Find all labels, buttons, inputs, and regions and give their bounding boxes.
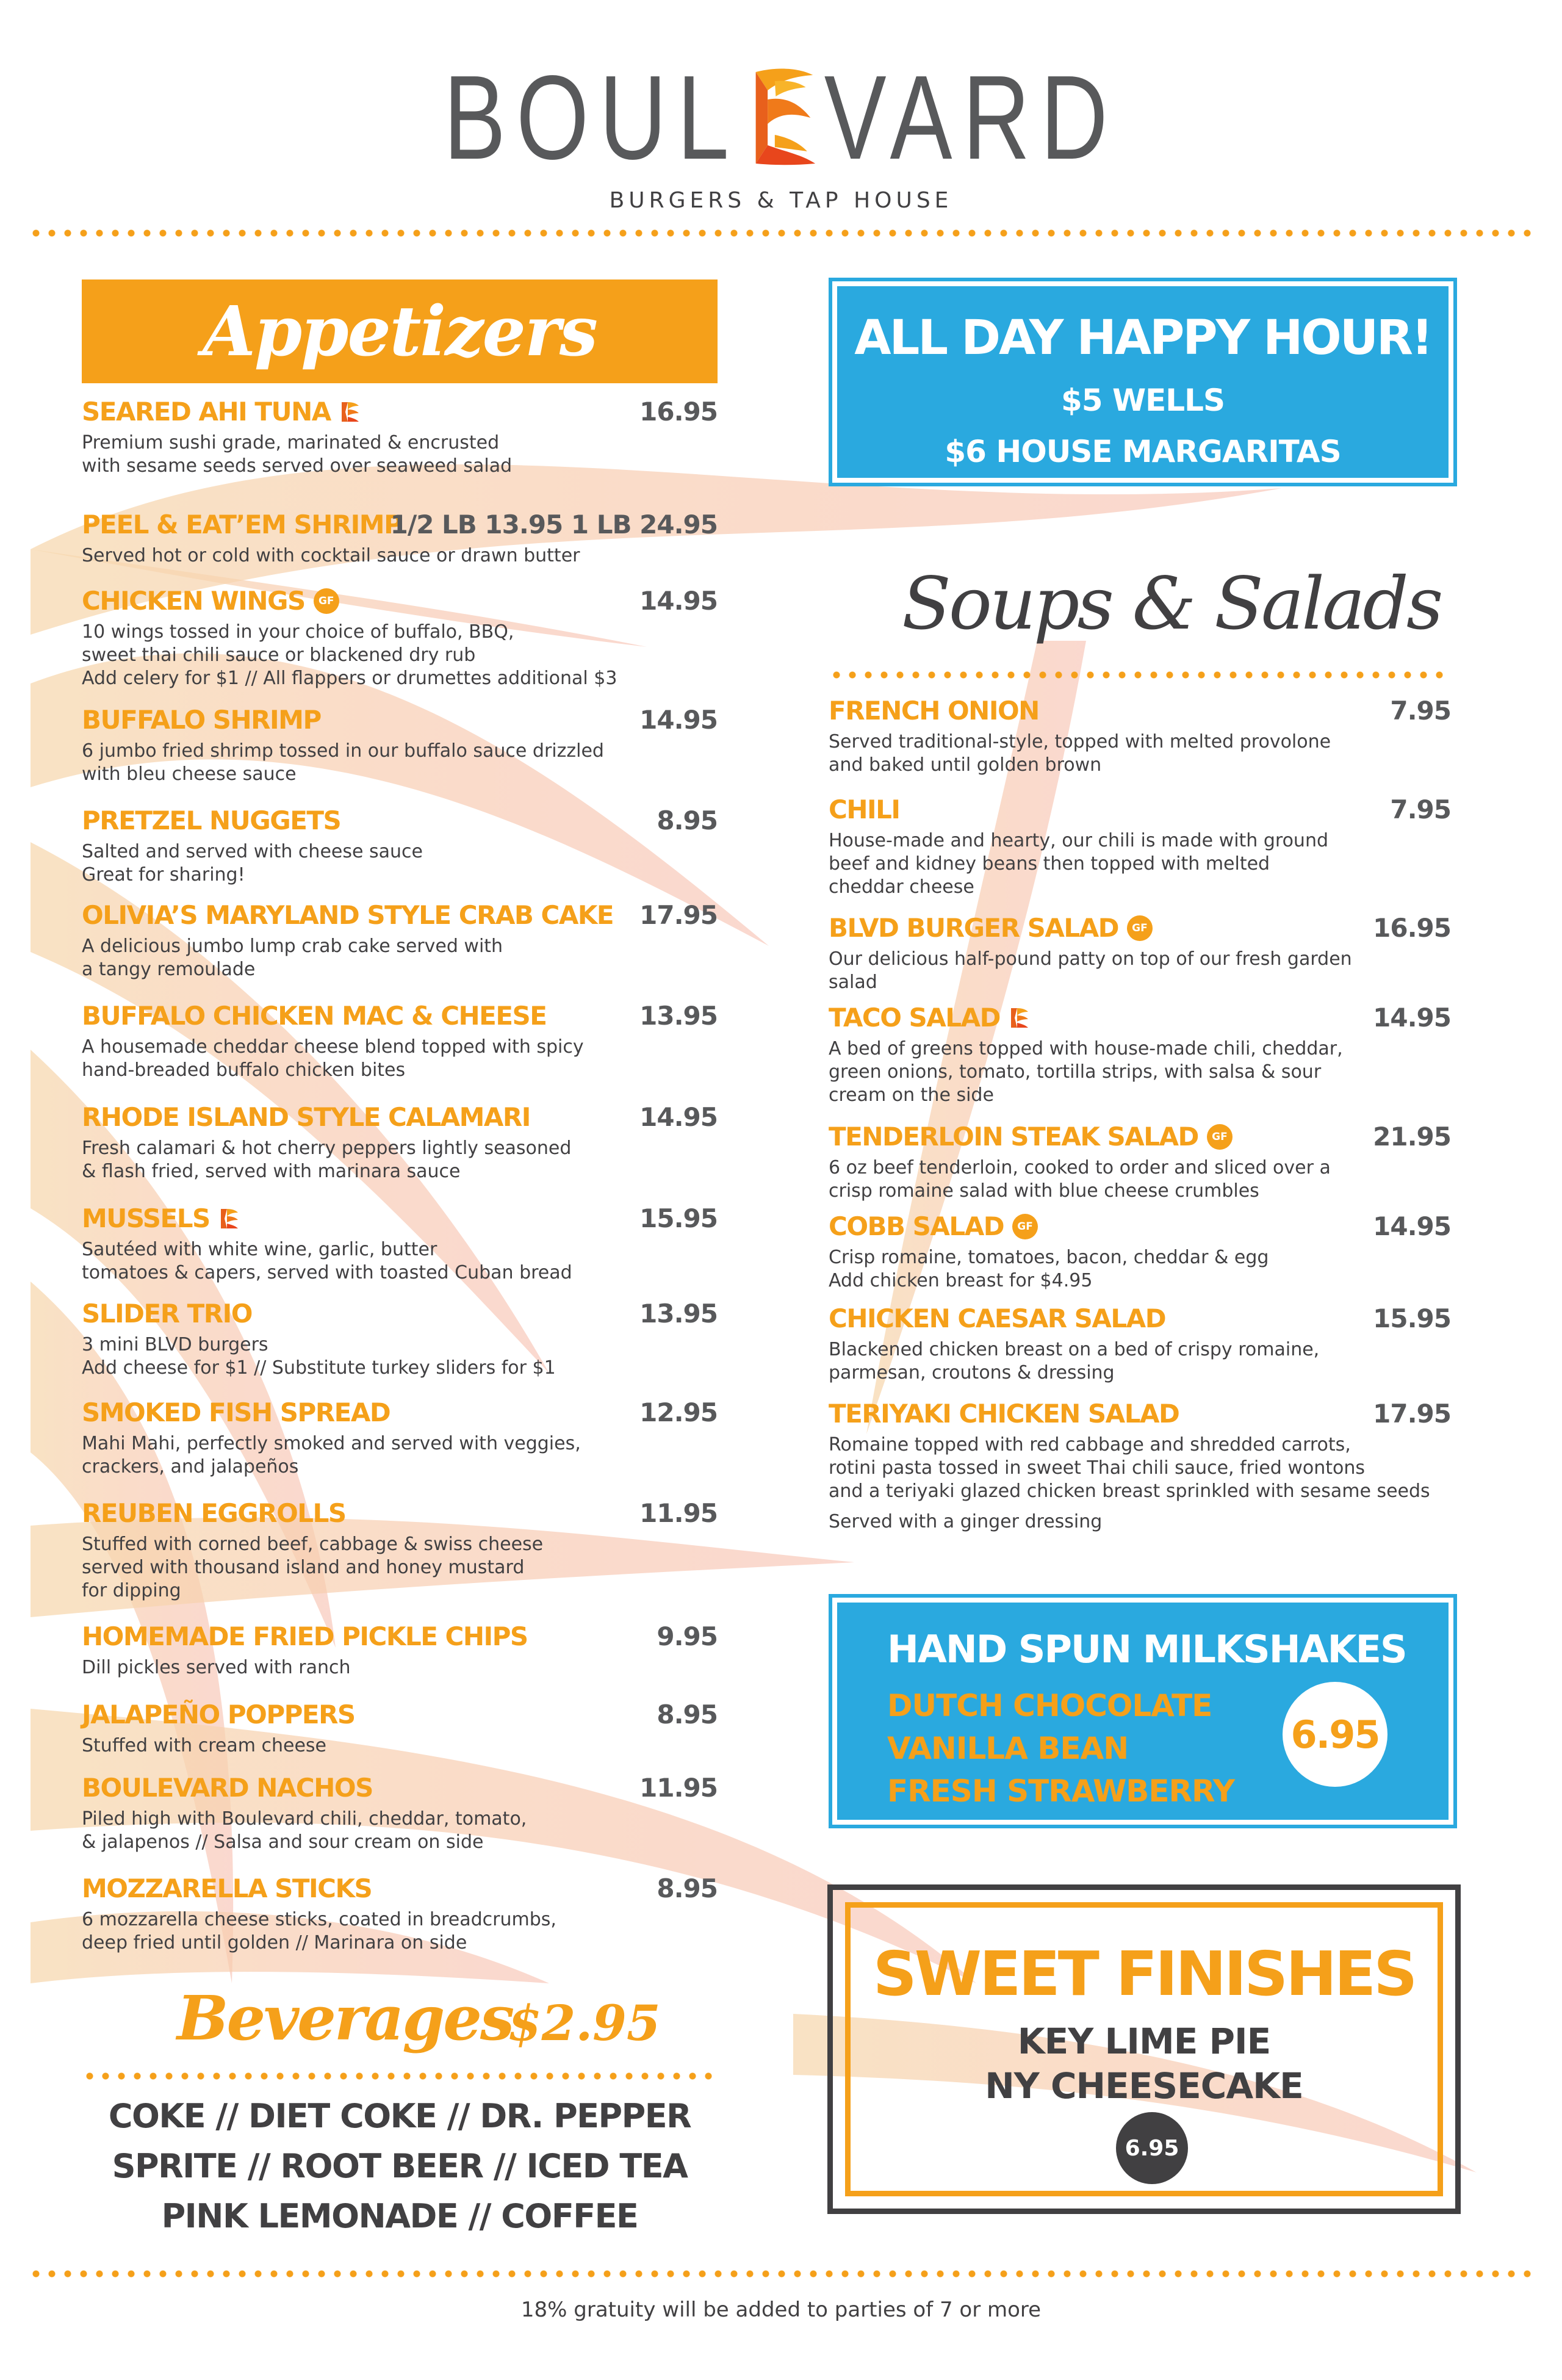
item-description: Blackened chicken breast on a bed of crispy romaine, [829,1339,1320,1360]
brand-logo [0,51,1562,184]
item-name-text: BUFFALO CHICKEN MAC & CHEESE [82,1001,547,1031]
dessert-price-badge: 6.95 [1116,2112,1188,2184]
item-name-text: CHICKEN CAESAR SALAD [829,1304,1166,1333]
salad-item [829,1211,1269,1293]
item-price: 14.95 [1373,1211,1451,1241]
item-description: Our delicious half-pound patty on top of our fresh garden [829,948,1352,970]
item-name-text: PRETZEL NUGGETS [82,806,341,835]
item-description: a tangy remoulade [82,959,256,980]
beverage-line: SPRITE // ROOT BEER // ICED TEA [112,2147,688,2185]
flame-icon [339,400,360,424]
happy-hour-margaritas: $6 HOUSE MARGARITAS [945,434,1341,469]
happy-hour-title: ALL DAY HAPPY HOUR! [854,311,1431,366]
item-name-text: BLVD BURGER SALAD [829,913,1118,943]
salad-item [829,1122,1331,1203]
item-price: 12.95 [639,1397,718,1427]
item-name-text: COBB SALAD [829,1211,1004,1241]
happy-hour-box [832,281,1453,483]
item-price: 16.95 [1373,913,1451,943]
happy-hour-wells: $5 WELLS [1060,383,1225,418]
item-name-text: TENDERLOIN STEAK SALAD [829,1122,1198,1152]
dessert-item: KEY LIME PIE [1017,2021,1271,2062]
gluten-free-badge: GF [1207,1124,1233,1150]
item-description: Served hot or cold with cocktail sauce or drawn butter [82,545,580,566]
item-note: Served with a ginger dressing [829,1511,1103,1532]
salad-item [829,795,1328,899]
gluten-free-badge: GF [314,588,339,614]
item-description: tomatoes & capers, served with toasted Cuban bread [82,1262,572,1283]
item-description: Add celery for $1 // All flappers or drumettes additional $3 [82,668,617,689]
item-description: parmesan, croutons & dressing [829,1362,1115,1383]
item-name [829,795,1328,824]
gratuity-note: 18% gratuity will be added to parties of 7 or more [520,2298,1042,2322]
flame-icon [1009,1006,1029,1030]
item-description: crisp romaine salad with blue cheese crumbles [829,1180,1259,1202]
logo-text-left: BOUL [444,51,740,184]
item-description: green onions, tomato, tortilla strips, with salsa & sour [829,1061,1322,1083]
item-price: 14.95 [639,705,718,735]
appetizer-item [82,1102,571,1183]
appetizer-item [82,1873,556,1955]
item-description: House-made and hearty, our chili is made with ground [829,830,1328,851]
item-price: 8.95 [657,806,718,835]
item-name [82,1621,528,1651]
milkshake-flavor: DUTCH CHOCOLATE [887,1688,1212,1723]
item-name-text: SEARED AHI TUNA [82,397,331,427]
sweet-finishes-title: SWEET FINISHES [873,1938,1416,2010]
beverages-title: Beverages [177,1982,513,2054]
item-name [82,1873,556,1903]
item-name-text: SMOKED FISH SPREAD [82,1397,390,1427]
appetizer-item [82,806,423,887]
item-name [82,586,617,616]
item-price: 16.95 [639,397,718,427]
salad-item [829,1399,1430,1534]
item-description: Served traditional-style, topped with melted provolone [829,731,1331,752]
appetizers-title: Appetizers [203,291,597,372]
item-price: 1/2 LB 13.95 1 LB 24.95 [390,510,718,539]
item-description: Crisp romaine, tomatoes, bacon, cheddar & egg [829,1247,1269,1268]
item-description: 6 mozzarella cheese sticks, coated in breadcrumbs, [82,1909,556,1930]
item-description: Piled high with Boulevard chili, cheddar, tomato, [82,1808,527,1830]
item-description: Add cheese for $1 // Substitute turkey sliders for $1 [82,1357,556,1379]
item-name [829,913,1352,943]
dessert-item: NY CHEESECAKE [985,2065,1303,2107]
flame-icon [218,1206,239,1231]
appetizer-item [82,397,512,478]
soups-divider [829,671,1451,679]
item-price: 13.95 [639,1299,718,1329]
item-name-text: MOZZARELLA STICKS [82,1873,372,1903]
item-name [82,1700,355,1729]
item-name [82,1299,556,1329]
item-price: 15.95 [1373,1304,1451,1333]
appetizer-item [82,586,617,690]
milkshake-flavor: FRESH STRAWBERRY [887,1773,1235,1809]
appetizer-item [82,1700,355,1758]
item-name-text: HOMEMADE FRIED PICKLE CHIPS [82,1621,528,1651]
item-name-text: JALAPEÑO POPPERS [82,1700,355,1729]
item-description: Fresh calamari & hot cherry peppers lightly seasoned [82,1138,572,1159]
gluten-free-badge: GF [1012,1214,1038,1239]
item-price: 21.95 [1373,1122,1451,1152]
item-description: hand-breaded buffalo chicken bites [82,1059,406,1081]
beverage-line: COKE // DIET COKE // DR. PEPPER [108,2097,691,2135]
appetizer-item [82,1397,581,1479]
sweet-finishes-box [827,1884,1461,2214]
item-description: 6 jumbo fried shrimp tossed in our buffalo sauce drizzled [82,740,604,762]
item-price: 15.95 [639,1203,718,1233]
item-name [829,1122,1331,1152]
item-price: 9.95 [657,1621,718,1651]
item-description: cream on the side [829,1084,994,1106]
salad-item [829,1003,1343,1107]
item-name [829,1399,1430,1429]
logo-text-right: VARD [824,51,1118,184]
gluten-free-badge: GF [1127,915,1153,941]
appetizer-item [82,900,613,981]
item-name-text: FRENCH ONION [829,696,1039,726]
beverages-divider [82,2072,718,2080]
item-description: & flash fried, served with marinara sauce [82,1161,461,1182]
item-description: cheddar cheese [829,876,974,898]
soups-salads-title: Soups & Salads [902,561,1441,646]
beverage-line: PINK LEMONADE // COFFEE [161,2197,638,2235]
tagline: BURGERS & TAP HOUSE [609,188,953,213]
item-name [82,1001,584,1031]
item-price: 17.95 [1373,1399,1451,1429]
milkshake-flavor: VANILLA BEAN [887,1731,1129,1766]
milkshakes-box [832,1598,1453,1825]
item-name-text: TERIYAKI CHICKEN SALAD [829,1399,1179,1429]
appetizer-item [82,1498,543,1603]
milkshakes-title: HAND SPUN MILKSHAKES [887,1627,1406,1671]
item-description: & jalapenos // Salsa and sour cream on side [82,1831,484,1853]
item-name-text: PEEL & EAT’EM SHRIMP [82,510,402,539]
item-name [82,705,604,735]
item-name-text: BUFFALO SHRIMP [82,705,321,735]
beverages-price: $2.95 [508,1994,661,2052]
item-name [82,900,613,930]
flame-e-icon [746,63,818,173]
item-price: 7.95 [1390,795,1451,824]
item-description: 3 mini BLVD burgers [82,1334,268,1355]
salad-item [829,696,1331,777]
appetizer-item [82,705,604,786]
appetizer-item [82,1299,556,1380]
item-description: and baked until golden brown [829,754,1102,776]
item-description: Stuffed with corned beef, cabbage & swiss cheese [82,1534,544,1555]
item-price: 14.95 [1373,1003,1451,1033]
item-name-text: BOULEVARD NACHOS [82,1773,373,1803]
item-name-text: REUBEN EGGROLLS [82,1498,346,1528]
sweet-finishes-inner-frame [845,1902,1443,2196]
item-description: Great for sharing! [82,864,245,885]
item-name [82,1773,527,1803]
item-description: beef and kidney beans then topped with melted [829,853,1270,874]
item-description: Stuffed with cream cheese [82,1735,326,1756]
item-description: Dill pickles served with ranch [82,1657,351,1678]
item-description: Mahi Mahi, perfectly smoked and served with veggies, [82,1433,581,1454]
appetizer-item [82,1621,528,1679]
item-description: for dipping [82,1580,181,1601]
item-name [829,1003,1343,1033]
item-name [829,696,1331,726]
item-description: 6 oz beef tenderloin, cooked to order and sliced over a [829,1157,1331,1178]
item-description: rotini pasta tossed in sweet Thai chili sauce, fried wontons [829,1457,1366,1479]
salad-item [829,1304,1319,1385]
item-name [82,397,512,427]
item-description: Sautéed with white wine, garlic, butter [82,1239,437,1260]
item-description: Premium sushi grade, marinated & encrusted [82,432,500,453]
item-name-text: CHICKEN WINGS [82,586,305,616]
item-description: Salted and served with cheese sauce [82,841,423,862]
milkshake-price-badge: 6.95 [1283,1682,1387,1787]
item-name [829,1304,1319,1333]
item-price: 11.95 [639,1498,718,1528]
item-name-text: RHODE ISLAND STYLE CALAMARI [82,1102,530,1132]
item-name [82,806,423,835]
item-price: 11.95 [639,1773,718,1803]
item-price: 13.95 [639,1001,718,1031]
item-description: 10 wings tossed in your choice of buffalo, BBQ, [82,621,514,643]
item-name [829,1211,1269,1241]
item-description: and a teriyaki glazed chicken breast sprinkled with sesame seeds [829,1480,1430,1502]
salad-item [829,913,1352,994]
item-name [82,1397,581,1427]
item-description: crackers, and jalapeños [82,1456,299,1477]
item-price: 14.95 [639,1102,718,1132]
item-description: served with thousand island and honey mustard [82,1557,525,1578]
item-description: sweet thai chili sauce or blackened dry rub [82,644,476,666]
item-name-text: CHILI [829,795,900,824]
item-description: with sesame seeds served over seaweed salad [82,455,513,477]
item-description: Romaine topped with red cabbage and shredded carrots, [829,1434,1351,1455]
item-price: 8.95 [657,1873,718,1903]
appetizers-header [82,279,718,383]
item-description: salad [829,972,877,993]
appetizer-item [82,1773,527,1854]
item-description: A delicious jumbo lump crab cake served with [82,936,503,957]
item-name [82,1102,571,1132]
item-description: A bed of greens topped with house-made chili, cheddar, [829,1038,1343,1059]
item-name-text: TACO SALAD [829,1003,1000,1033]
item-price: 17.95 [639,900,718,930]
item-description: deep fried until golden // Marinara on side [82,1932,467,1953]
item-name-text: SLIDER TRIO [82,1299,252,1329]
header-divider [28,229,1535,237]
footer-divider [28,2270,1535,2277]
item-name-text: MUSSELS [82,1203,210,1233]
item-name [82,1498,543,1528]
item-description: A housemade cheddar cheese blend topped with spicy [82,1036,584,1058]
appetizer-item [82,1001,584,1082]
item-description: Add chicken breast for $4.95 [829,1270,1093,1291]
item-price: 14.95 [639,586,718,616]
item-name [82,1203,572,1233]
item-name-text: OLIVIA’S MARYLAND STYLE CRAB CAKE [82,900,614,930]
appetizer-item [82,1203,572,1285]
item-description: with bleu cheese sauce [82,763,297,785]
item-price: 8.95 [657,1700,718,1729]
item-price: 7.95 [1390,696,1451,726]
